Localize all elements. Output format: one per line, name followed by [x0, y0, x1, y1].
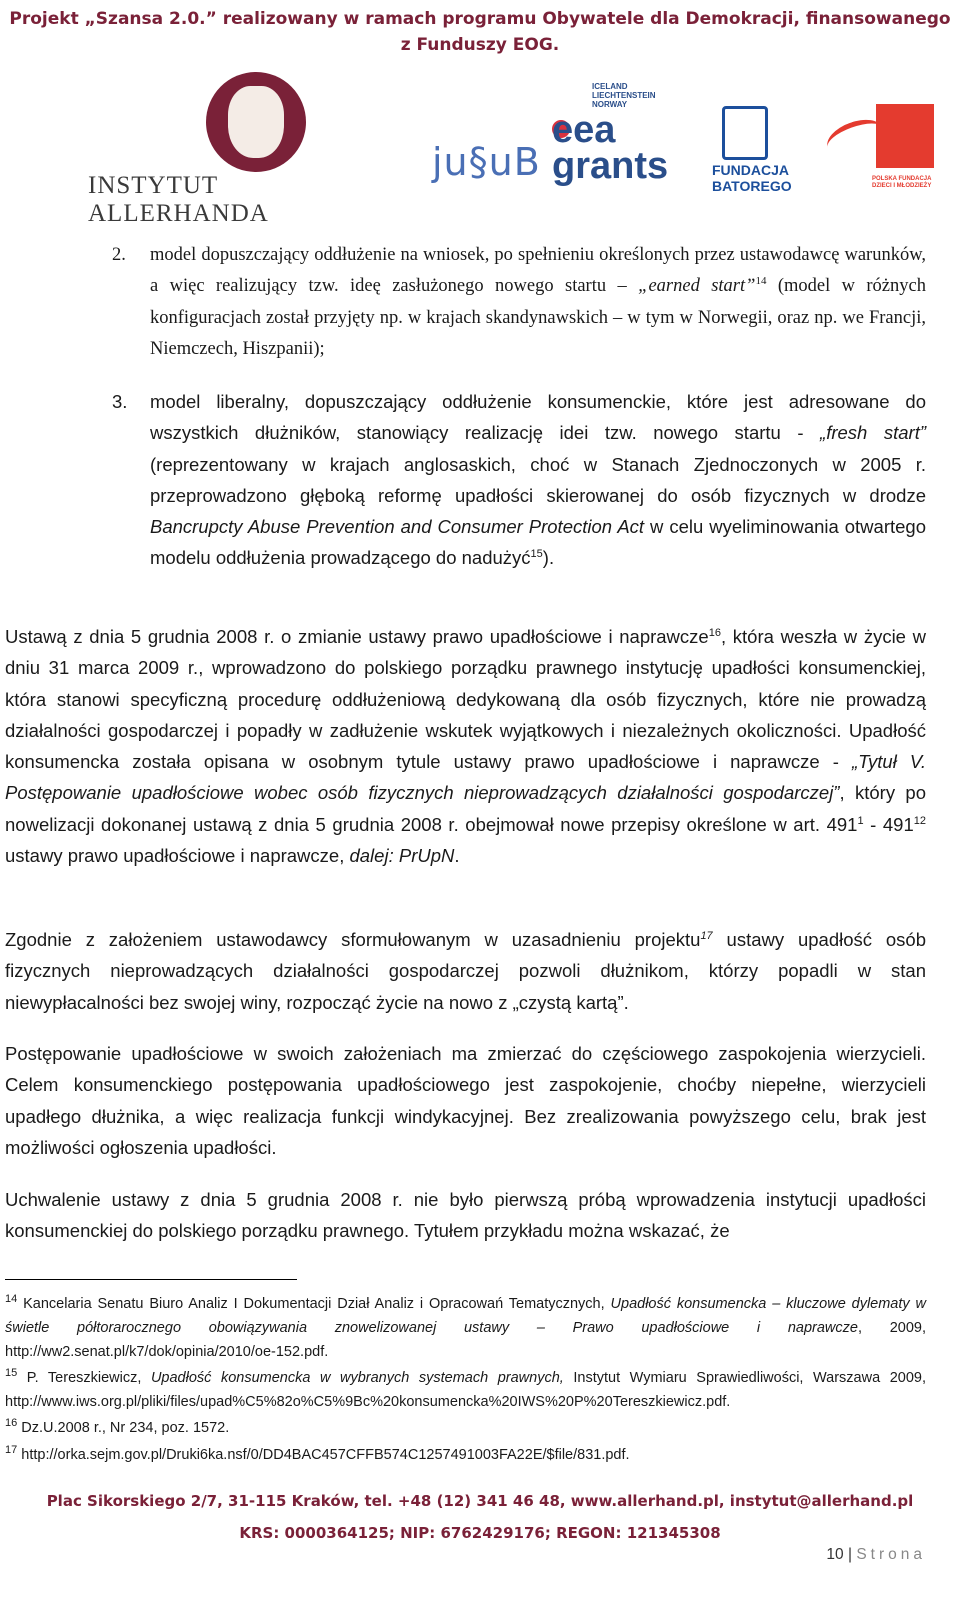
header-line-1: Projekt „Szansa 2.0.” realizowany w ramach programu Obywatele dla Demokracji, finansowanego [9, 9, 951, 29]
footnote-separator [5, 1279, 297, 1280]
list-item-2 [112, 240, 926, 365]
allerhand-logo [88, 72, 378, 227]
portrait-icon [228, 86, 284, 158]
pfdm-wordmark: POLSKA FUNDACJA DZIECI I MŁODZIEŻY [872, 176, 932, 189]
paragraph-2: Zgodnie z założeniem ustawodawcy sformułowanym w uzasadnieniu projektu$^{17}$ ustawy upadłość osób fizycznych nieprowadzących działalności gospodarczej pozwoli dłużnikom, którzy popadli w stan niewypłacalności bez swojej winy, rozpocząć życie na nowo z „czystą kartą”. [5, 929, 926, 1013]
list-number: 2. [112, 245, 126, 265]
footnote-14: $^{14}$ Kancelaria Senatu Biuro Analiz I Dokumentacji Dział Analiz i Opracowań Tematycznych, Upadłość konsumencka – kluczowe dylematy w świetle półtorarocznego obowiązywania znowelizowanej ustawy – Prawo upadłościowe i naprawcze, 2009, http://ww2.senat.pl/k7/dok/opinia/2010/oe-152.pdf. [5, 1293, 926, 1360]
allerhand-wordmark: INSTYTUT ALLERHANDA [88, 172, 269, 227]
list-item-3 [112, 386, 926, 574]
footnote-17: $^{17}$ http://orka.sejm.gov.pl/Druki6ka.nsf/0/DD4BAC457CFFB574C1257491003FA22E/$file/831.pdf. [5, 1444, 630, 1463]
footer-address: Plac Sikorskiego 2/7, 31-115 Kraków, tel. +48 (12) 341 46 48, www.allerhand.pl, instytut@allerhand.pl [46, 1492, 914, 1510]
logos-bar [0, 72, 960, 227]
footnote-ref-17[interactable]: 17 [700, 929, 713, 942]
eea-countries: ICELAND LIECHTENSTEIN NORWAY [592, 82, 656, 109]
header-line-2: z Funduszy EOG. [400, 35, 560, 55]
page-word: Strona [856, 1546, 926, 1563]
list-item-text: model dopuszczający oddłużenie na wniosek, po spełnieniu określonych przez ustawodawcę warunków, a więc realizujący tzw. ideę zasłużonego nowego startu – „earned start”$^{14}$ (model w różnych konfiguracjach został przyjęty np. w krajach skandynawskich – w tym w Norwegii, oraz np. we Francji, Niemczech, Hiszpanii); [150, 245, 926, 359]
smiley-flag-icon [876, 104, 934, 168]
footnote-ref-15[interactable]: 15 [530, 548, 543, 561]
project-header [0, 6, 960, 58]
jusbu-logo: ju§uB [432, 140, 541, 184]
batory-wordmark: FUNDACJA BATOREGO [712, 162, 792, 194]
paragraph-4: Uchwalenie ustawy z dnia 5 grudnia 2008 r. nie było pierwszą próbą wprowadzenia instytucji upadłości konsumenckiej do polskiego porządku prawnego. Tytułem przykładu można wskazać, że [5, 1189, 926, 1242]
footnote-15: $^{15}$ P. Tereszkiewicz, Upadłość konsumencka w wybranych systemach prawnych, Instytut Wymiaru Sprawiedliwości, Warszawa 2009, http://www.iws.org.pl/pliki/files/upad%C5%82o%C5%9Bc%20konsumencka%20IWS%20P%20Tereszkiewicz.pdf. [5, 1367, 926, 1410]
page-number [826, 1546, 926, 1564]
page-number-value: 10 [826, 1546, 844, 1563]
fundacja-batorego-logo [712, 102, 802, 222]
list-number: 3. [112, 391, 128, 412]
footnote-16: $^{16}$ Dz.U.2008 r., Nr 234, poz. 1572. [5, 1417, 230, 1436]
eea-wordmark: eea grants [552, 109, 669, 187]
paragraph-3: Postępowanie upadłościowe w swoich założeniach ma zmierzać do częściowego zaspokojenia wierzycieli. Celem konsumenckiego postępowania upadłościowego jest zaspokojenie, choćby niepełne, wierzycieli upadłego dłużnika, a więc realizacja funkcji windykacyjnej. Bez zrealizowania powyższego celu, brak jest możliwości ogłoszenia upadłości. [5, 1043, 926, 1158]
paragraph-1: Ustawą z dnia 5 grudnia 2008 r. o zmianie ustawy prawo upadłościowe i naprawcze$^{16}$, która weszła w życie w dniu 31 marca 2009 r., wprowadzono do polskiego porządku prawnego instytucję upadłości konsumenckiej, która stanowi specyficzną procedurę oddłużeniową dedykowaną dla osób fizycznych, które nie prowadzą działalności gospodarczej i popadły w zadłużenie wskutek wyjątkowych i niezależnych okoliczności. Upadłość konsumencka została opisana w osobnym tytule ustawy prawo upadłościowe i naprawcze - „Tytuł V. Postępowanie upadłościowe wobec osób fizycznych nieprowadzących działalności gospodarczej”, który po nowelizacji dokonanej ustawą z dnia 5 grudnia 2008 r. obejmował nowe przepisy określone w art. $491^1 - 491^{12}$ ustawy prawo upadłościowe i naprawcze, dalej: PrUpN. [5, 626, 927, 867]
pfdm-logo [826, 96, 946, 216]
footer-registry: KRS: 0000364125; NIP: 6762429176; REGON: 121345308 [239, 1524, 721, 1542]
footnote-ref-16[interactable]: 16 [708, 626, 721, 639]
batory-emblem-icon [722, 106, 768, 160]
eea-grants-logo [552, 82, 682, 222]
footnote-ref-14[interactable]: 14 [755, 275, 767, 288]
list-item-text: model liberalny, dopuszczający oddłużenie konsumenckie, które jest adresowane do wszystkich dłużników, stanowiący realizację idei tzw. nowego startu - „fresh start” (reprezentowany w krajach anglosaskich, choć w Stanach Zjednoczonych w 2005 r. przeprowadzono głęboką reformę upadłości skierowanej do osób fizycznych w drodze Bancrupcty Abuse Prevention and Consumer Protection Act w celu wyeliminowania otwartego modelu oddłużenia prowadzącego do nadużyć$^{15}$). [150, 391, 926, 569]
page-separator: | [847, 1546, 853, 1563]
